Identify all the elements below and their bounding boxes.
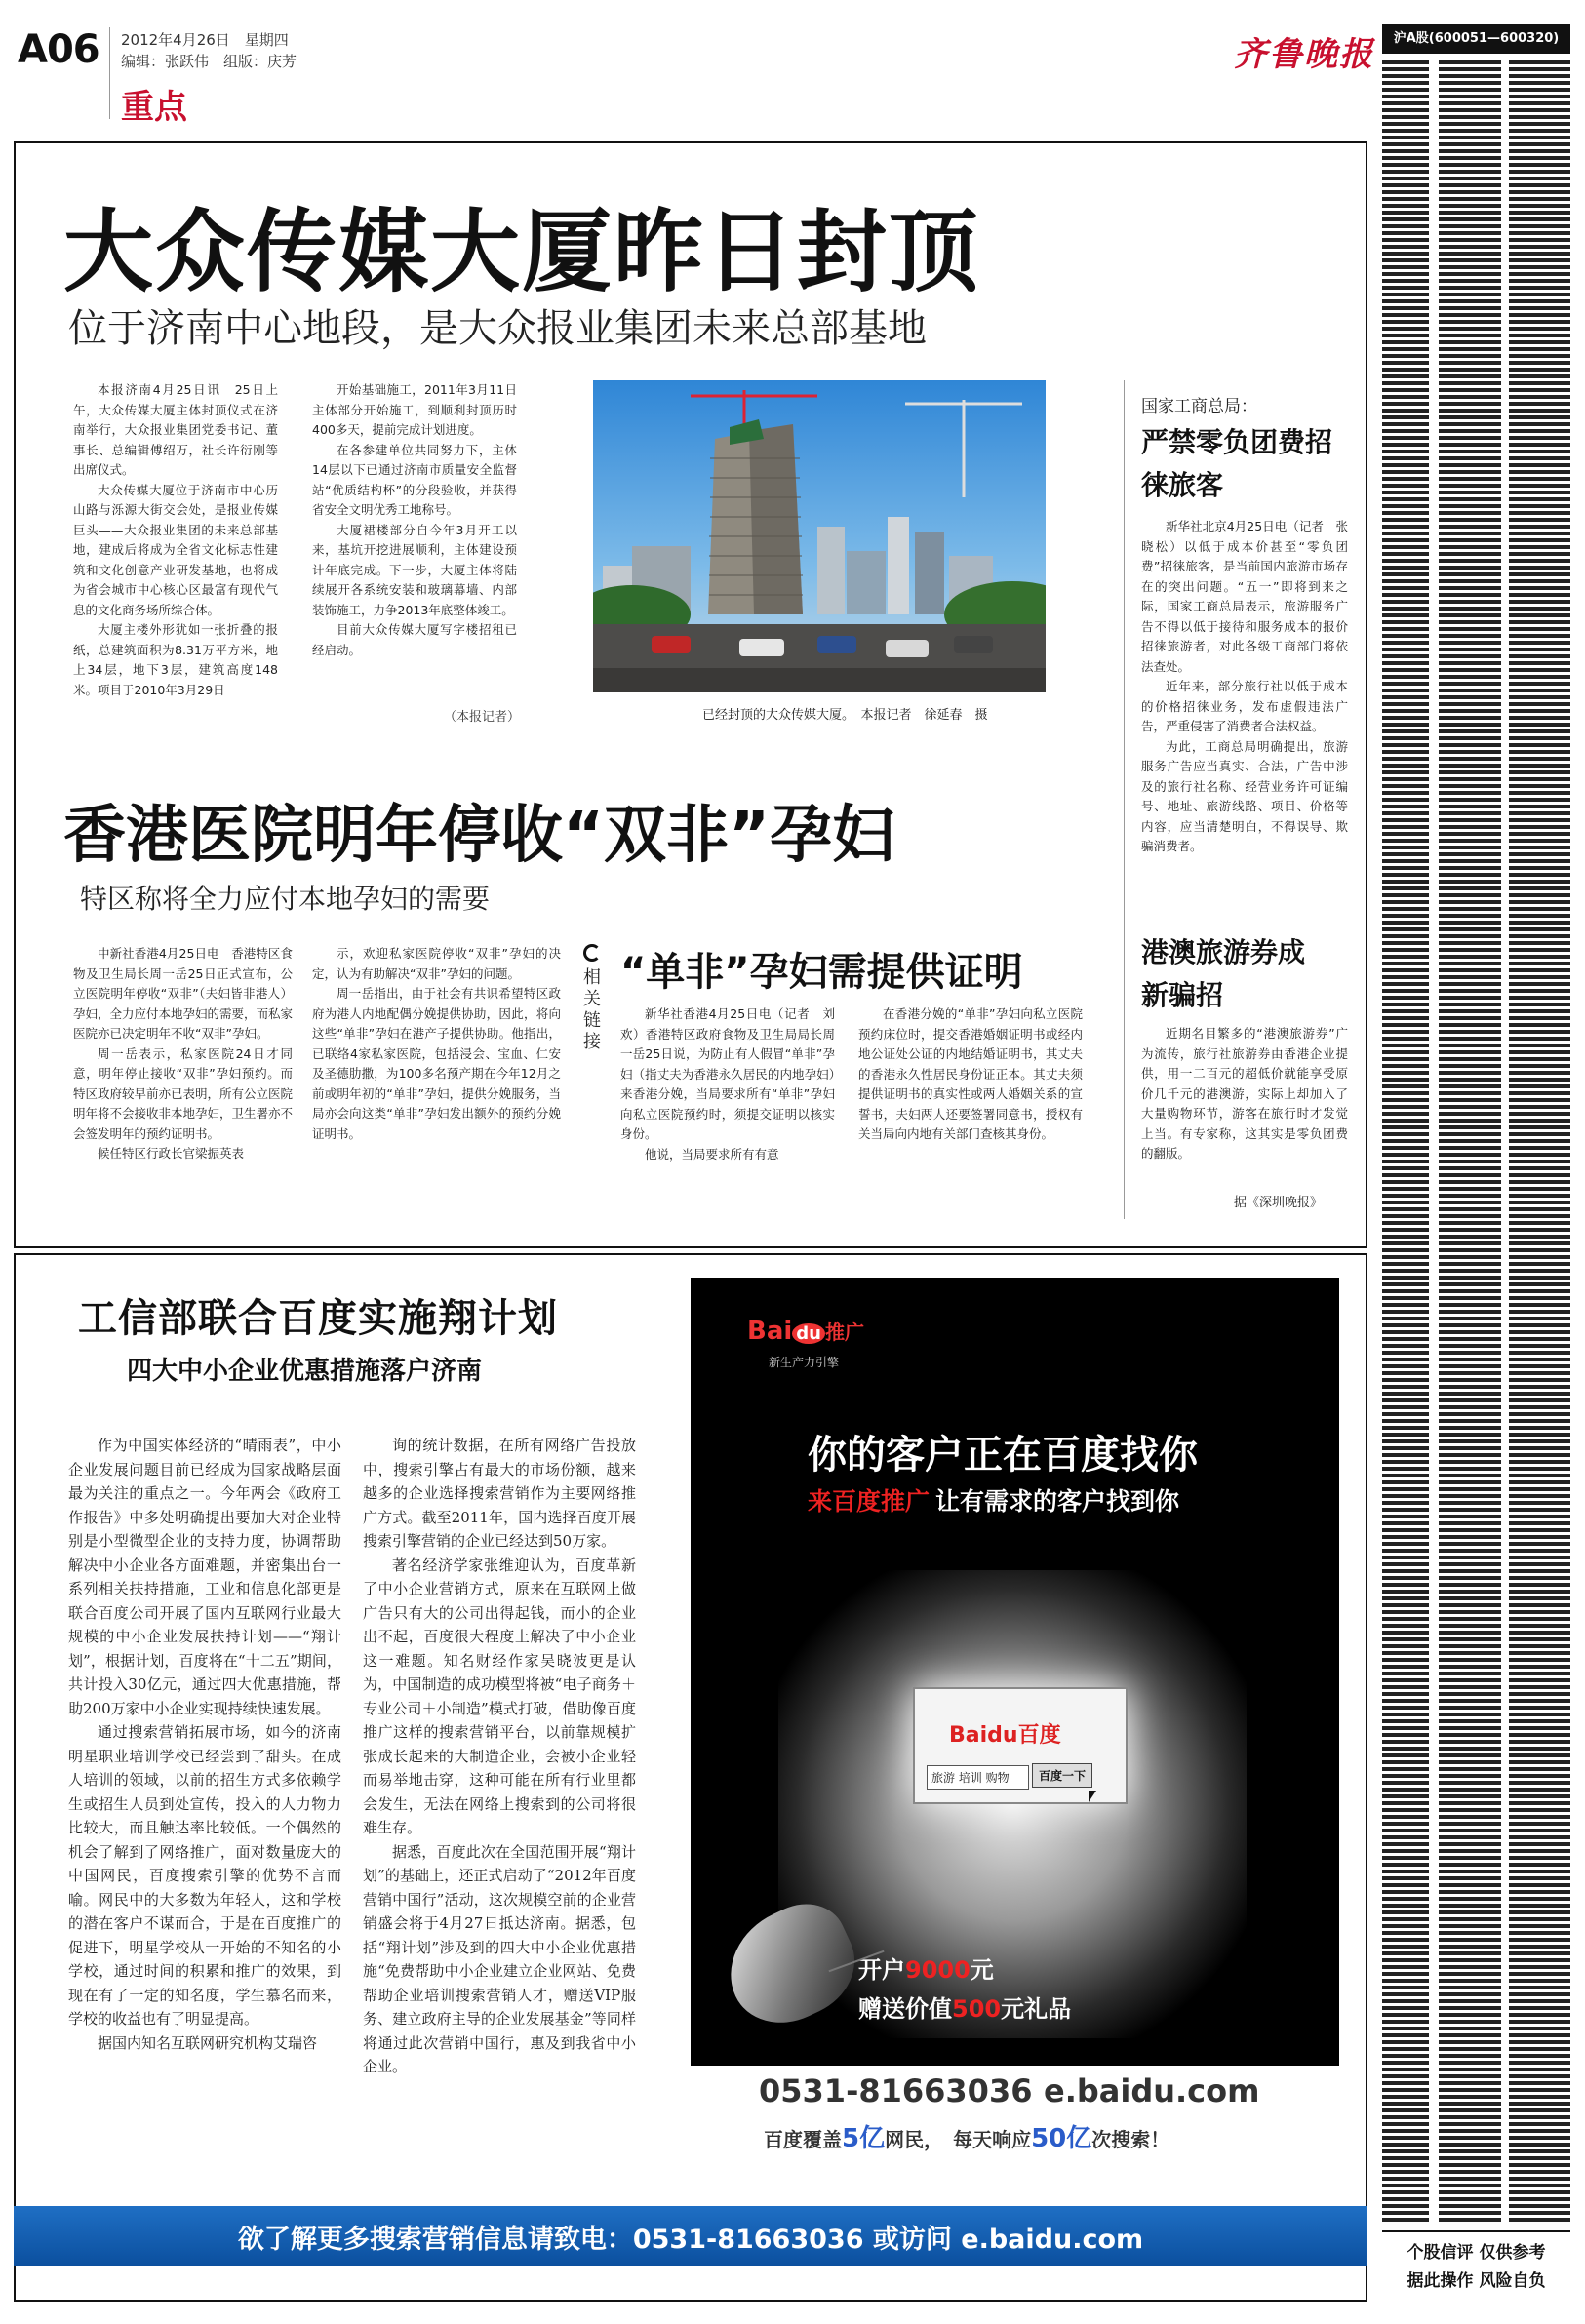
lead-column-1 [73,380,278,700]
ad-offer2-b: 500 [952,1995,1002,2023]
sidebar-rule [1124,380,1125,1219]
footer-banner-text: 欲了解更多搜索营销信息请致电：0531-81663036 或访问 e.baidu.com [237,2224,1144,2255]
sidebar-body-2 [1141,1024,1348,1164]
ad-offer1-b: 9000 [905,1956,971,1984]
sidebar-paragraph: 新华社北京4月25日电（记者 张晓松）以低于成本价甚至“零负团费”招徕旅客，是当前国内旅游市场存在的突出问题。“五一”即将到来之际，国家工商总局表示，旅游服务广告不得以低于接待和服务成本的报价招徕旅游者，对此各级工商部门将依法查处。 [1141,519,1348,674]
section-name: 重点 [121,88,187,127]
feature-subhead: 四大中小企业优惠措施落户济南 [127,1357,483,1386]
feature-column-2 [363,1434,636,2079]
related-paragraph: 他说，当局要求所有有意 [645,1146,779,1162]
stock-column [1382,24,1570,2302]
ad-offer2-c: 元礼品 [1001,1995,1072,2023]
related-column-1 [620,1004,835,1164]
stock-header: 沪A股(600051—600320) [1382,24,1570,54]
ad-tagline [764,2118,1169,2153]
cursor-icon [1089,1791,1096,1802]
ad-subline-white: 让有需求的客户找到你 [935,1487,1180,1516]
ad-offer-1 [858,1950,994,1985]
feature-paragraph: 据悉，百度此次在全国范围开展“翔计划”的基础上，还正式启动了“2012年百度营销中国行”活动，这次规模空前的企业营销盛会将于4月27日抵达济南。据悉，包括“翔计划”涉及到的四大中小企业优惠措施“免费帮助中小企业建立企业网站、免费帮助企业培训搜索营销人才，赠送VIP服务、建立政府主导的企业发展基金”等同样将通过此次营销中国行，惠及到我省中小企业。 [363,1842,636,2075]
masthead-divider [109,27,110,119]
lead-paragraph: 大厦裙楼部分自今年3月开工以来，基坑开挖进展顺利，主体建设预计年底完成。下一步，大厦主体将陆续展开各系统安装和玻璃幕墙、内部装饰施工，力争2013年底整体竣工。 [312,522,517,617]
footer-banner[interactable] [14,2206,1367,2266]
ad-subline [808,1482,1179,1517]
lead-headline: 大众传媒大厦昨日封顶 [63,200,981,304]
photo-caption: 已经封顶的大众传媒大厦。 本报记者 徐延春 摄 [702,708,988,723]
feature-paragraph: 通过搜索营销拓展市场，如今的济南明星职业培训学校已经尝到了甜头。在成人培训的领域，以前的招生方式多依赖学生或招生人员到处宣传，投入的人力物力比较大，而且触达率比较低。一个偶然的机会了解到了网络推广，面对数量庞大的中国网民，百度搜索引擎的优势不言而喻。网民中的大多数为年轻人，这和学校的潜在客户不谋而合，于是在百度推广的促进下，明星学校从一开始的不知名的小学校，通过时间的积累和推广的效果，到现在有了一定的知名度，学生慕名而来，学校的收益也有了明显提高。 [68,1723,341,2028]
lead-byline: （本报记者） [444,710,521,725]
second-paragraph: 周一岳指出，由于社会有共识希望特区政府为港人内地配偶分娩提供协助，因此，将向这些“单非”孕妇在港产子提供协助。他指出，已联络4家私家医院，包括浸会、宝血、仁安及圣德肋撒，为100多名预产期在今年12月之前或明年初的“单非”孕妇，提供分娩服务，当局亦会向这类“单非”孕妇发出额外的预约分娩证明书。 [312,986,561,1141]
ad-subline-red: 来百度推广 [808,1487,931,1516]
lead-paragraph: 本报济南4月25日讯 25日上午，大众传媒大厦主体封顶仪式在济南举行，大众报业集团党委书记、董事长、总编辑傅绍万，社长许衍刚等出席仪式。 [73,382,278,477]
stock-footer [1382,2230,1570,2299]
feature-column-1 [68,1434,341,2055]
ad-screen [913,1687,1128,1804]
stock-footer-line-2: 据此操作 风险自负 [1407,2271,1546,2291]
second-paragraph: 示，欢迎私家医院停收“双非”孕妇的决定，认为有助解决“双非”孕妇的问题。 [312,946,561,981]
related-icon [583,944,601,962]
feature-paragraph: 作为中国实体经济的“晴雨表”，中小企业发展问题目前已经成为国家战略层面最为关注的重点之一。今年两会《政府工作报告》中多处明确提出要加大对企业特别是小型微型企业的支持力度，协调帮助解决中小企业各方面难题，并密集出台一系列相关扶持措施，工业和信息化部更是联合百度公司开展了国内互联网行业最大规模的中小企业发展扶持计划——“翔计划”，根据计划，百度将在“十二五”期间，共计投入30亿元，通过四大优惠措施，帮助200万家中小企业实现持续快速发展。 [68,1437,341,1717]
lead-column-2 [312,380,517,660]
ad-url[interactable]: e.baidu.com [1044,2072,1260,2109]
ad-tag-c: 网民， 每天响应 [885,2128,1032,2151]
ad-headline: 你的客户正在百度找你 [808,1433,1198,1477]
related-paragraph: 新华社香港4月25日电（记者 刘欢）香港特区政府食物及卫生局局长周一岳25日说，为防止有人假冒“单非”孕妇（指丈夫为香港永久居民的内地孕妇）来香港分娩，当局要求所有“单非”孕妇向私立医院预约时，须提交证明以核实身份。 [620,1006,835,1141]
lead-paragraph: 在各参建单位共同努力下，主体14层以下已通过济南市质量安全监督站“优质结构杯”的分段验收，并获得省安全文明优秀工地称号。 [312,442,517,517]
related-title: “单非”孕妇需提供证明 [620,950,1023,995]
ad-offer-2 [858,1989,1071,2024]
second-paragraph: 候任特区行政长官梁振英表 [98,1146,245,1161]
issue-date: 2012年4月26日 星期四 [121,31,289,49]
second-headline: 香港医院明年停收“双非”孕妇 [63,800,895,872]
related-label: 相关链接 [583,967,601,1052]
second-column-1 [73,944,293,1164]
second-paragraph: 中新社香港4月25日电 香港特区食物及卫生局长周一岳25日正式宣布，公立医院明年停收“双非”（夫妇皆非港人）孕妇，全力应付本地孕妇的需要，而私家医院亦已决定明年不收“双非”孕妇。 [73,946,294,1041]
feature-paragraph: 询的统计数据，在所有网络广告投放中，搜索引擎占有最大的市场份额，越来越多的企业选择搜索营销作为主要网络推广方式。截至2011年，国内选择百度开展搜索引擎营销的企业已经达到50万家。 [363,1437,636,1550]
lead-paragraph: 开始基础施工，2011年3月11日主体部分开始施工，到顺利封顶历时400多天，提前完成计划进度。 [312,382,517,437]
related-column-2 [858,1004,1083,1145]
lead-paragraph: 大众传媒大厦位于济南市中心历山路与泺源大街交会处，是报业传媒巨头——大众报业集团的未来总部基地，建成后将成为全省文化标志性建筑和文化创意产业研发基地，也将成为省会城市中心核心区最富有现代气息的文化商务场所综合体。 [73,482,278,617]
feature-paragraph: 据国内知名互联网研究机构艾瑞咨 [98,2033,318,2052]
sidebar-title-2: 港澳旅游券成新骗招 [1141,936,1306,1011]
ad-screen-button[interactable]: 百度一下 [1032,1763,1092,1788]
ad-brand [747,1317,864,1346]
sidebar-body [1141,517,1348,857]
ad-tag-d: 50亿 [1031,2124,1092,2153]
ad-brand-tg: 推广 [824,1320,864,1344]
related-paragraph: 在香港分娩的“单非”孕妇向私立医院预约床位时，提交香港婚姻证明书或经内地公证处公证的内地结婚证明书，其丈夫的香港永久性居民身份证正本。其丈夫须提供证明书的真实性或两人婚姻关系的宣誓书，夫妇两人还要签署同意书，授权有关当局向内地有关部门查核其身份。 [858,1006,1083,1141]
ad-offer1-c: 元 [970,1956,994,1984]
ad-slogan-small: 新生产力引擎 [769,1356,840,1369]
ad-offer2-a: 赠送价值 [858,1995,952,2023]
second-paragraph: 周一岳表示，私家医院24日才同意，明年停止接收“双非”孕妇预约。而特区政府较早前亦已表明，所有公立医院明年将不会接收非本地孕妇，卫生署亦不会签发明年的预约证明书。 [73,1045,294,1141]
sidebar-paragraph: 为此，工商总局明确提出，旅游服务广告应当真实、合法，广告中涉及的旅行社名称、经营业务许可证编号、地址、旅游线路、项目、价格等内容，应当清楚明白，不得误导、欺骗消费者。 [1141,738,1348,853]
page-number: A06 [18,27,99,72]
feature-headline: 工信部联合百度实施翔计划 [78,1296,558,1341]
ad-tag-a: 百度覆盖 [764,2128,842,2151]
lead-paragraph: 目前大众传媒大厦写字楼招租已经启动。 [312,622,517,657]
ad-tag-b: 5亿 [842,2124,886,2153]
sidebar-paragraph: 近期名目繁多的“港澳旅游券”广为流传，旅行社旅游券由香港企业提供，用一二百元的超低价就能享受原价几千元的港澳游，实际上却加入了大量购物环节，游客在旅行时才发觉上当。有专家称，这其实是零负团费的翻版。 [1141,1026,1348,1161]
ad-phone[interactable]: 0531-81663036 [759,2072,1033,2109]
stock-listing [1382,58,1570,2223]
feature-paragraph: 著名经济学家张维迎认为，百度革新了中小企业营销方式，原来在互联网上做广告只有大的公司出得起钱，而小的企业出不起，百度很大程度上解决了中小企业这一难题。知名财经作家吴晓波更是认为，中国制造的成功模型将被“电子商务＋专业公司＋小制造”模式打破，借助像百度推广这样的搜索营销平台，以前靠规模扩张成长起来的大制造企业，会被小企业轻而易举地击穿，这种可能在所有行业里都会发生，无法在网络上搜索到的公司将很难生存。 [363,1556,636,1836]
lead-paragraph: 大厦主楼外形犹如一张折叠的报纸，总建筑面积为8.31万平方米，地上34层，地下3层，建筑高度148米。项目于2010年3月29日 [73,622,278,697]
second-column-2 [312,944,561,1144]
baidu-ad[interactable] [691,1278,1339,2153]
sidebar-title: 严禁零负团费招徕旅客 [1141,426,1333,501]
ad-tag-e: 次搜索！ [1091,2128,1170,2151]
lead-subhead: 位于济南中心地段，是大众报业集团未来总部基地 [68,306,927,351]
stock-footer-line-1: 个股信评 仅供参考 [1407,2243,1546,2263]
sidebar-kicker: 国家工商总局： [1141,397,1257,416]
sidebar-paragraph: 近年来，部分旅行社以低于成本的价格招徕业务，发布虚假违法广告，严重侵害了消费者合法权益。 [1141,679,1348,733]
ad-brand-du: du [792,1323,825,1344]
building-photo [593,380,1046,692]
editors: 编辑：张跃伟 组版：庆芳 [121,53,297,70]
second-subhead: 特区称将全力应付本地孕妇的需要 [80,883,491,915]
paper-logo: 齐鲁晚报 [1234,35,1374,74]
sidebar-source: 据《深圳晚报》 [1234,1196,1324,1210]
ad-offer1-a: 开户 [858,1956,905,1984]
ad-brand-bai: Bai [747,1317,793,1346]
ad-screen-tabs: 旅游 培训 购物 [927,1765,1029,1790]
ad-screen-logo: Baidu百度 [949,1723,1061,1748]
